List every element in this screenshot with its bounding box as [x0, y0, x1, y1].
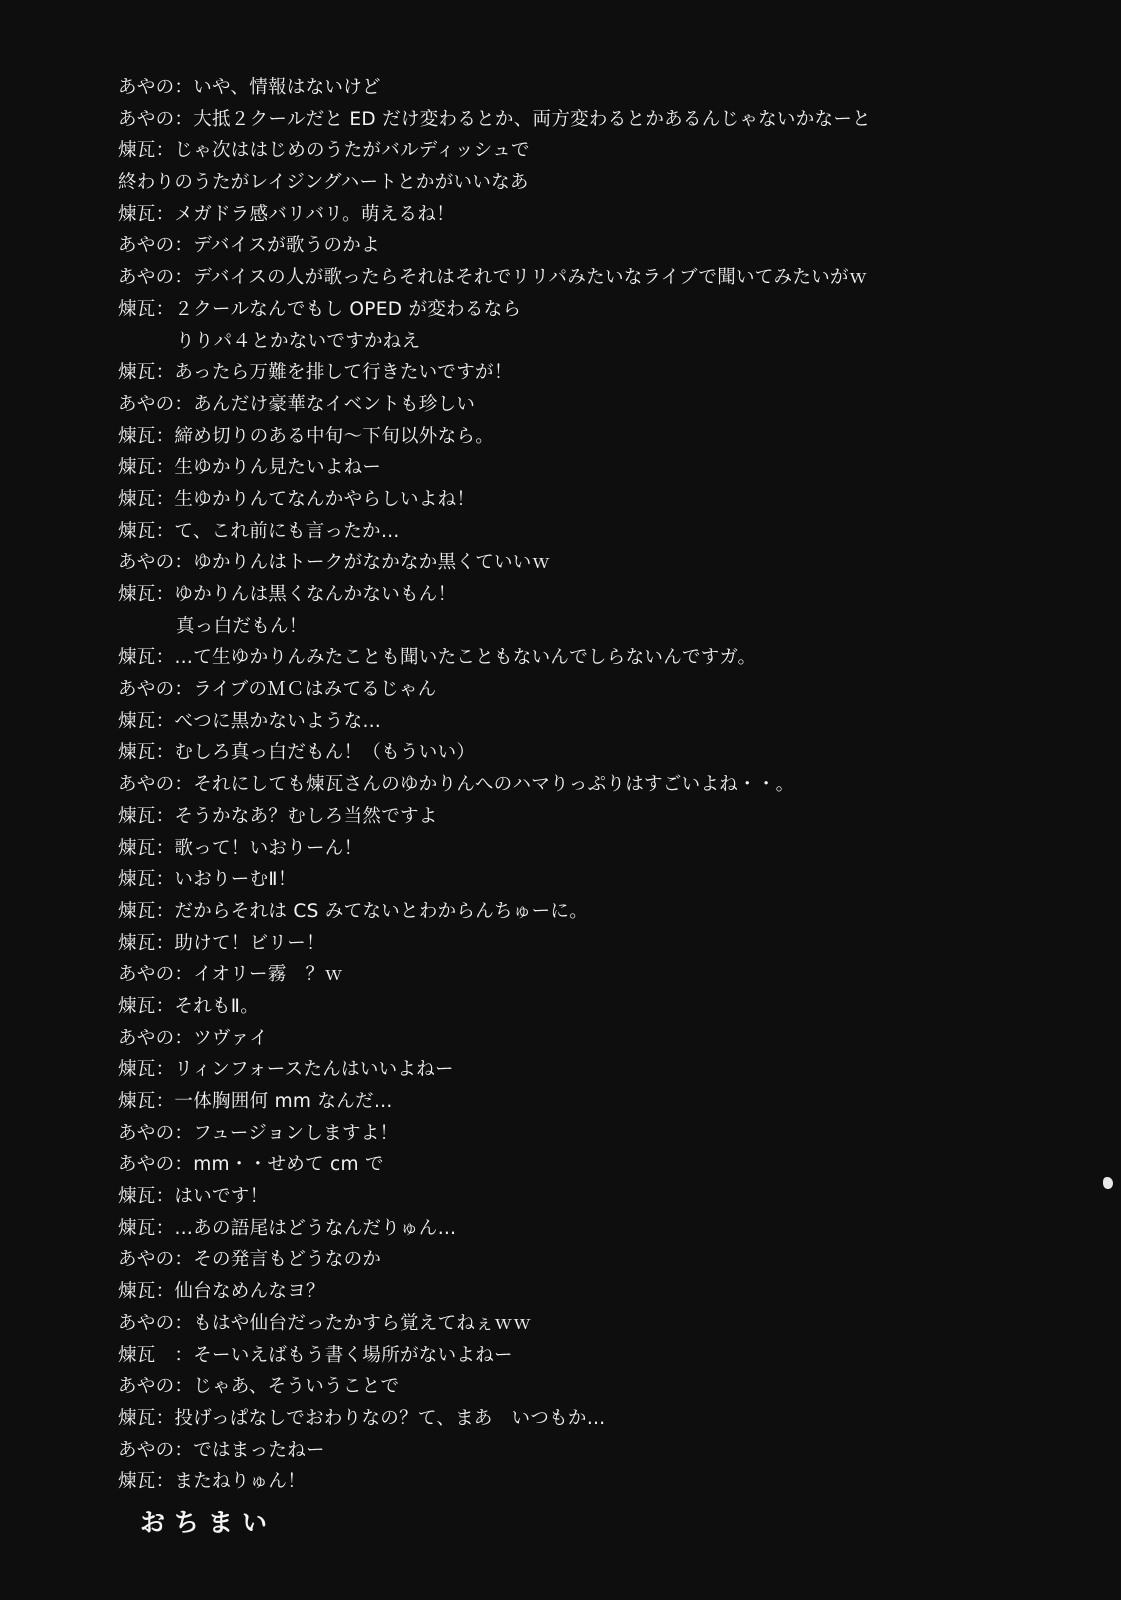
message-text: ：mm・・せめて cm で	[174, 1154, 384, 1176]
chat-line	[118, 230, 1078, 262]
message-text: ：一体胸囲何 mm なんだ…	[155, 1091, 393, 1112]
speaker-name: 煉瓦	[118, 647, 156, 669]
message-text: ：じゃあ、そういうことで	[174, 1376, 400, 1398]
chat-line	[118, 1054, 1078, 1086]
chat-line	[118, 452, 1078, 484]
message-text: ：歌って！いおりーん！	[155, 837, 363, 859]
message-text: ：いや、情報はないけど	[174, 77, 381, 98]
speaker-name: あやの	[118, 964, 175, 986]
chat-line	[118, 896, 1078, 928]
speaker-name: あやの	[118, 77, 175, 98]
message-text: ：ツヴァイ	[174, 1027, 269, 1049]
message-text: ：デバイスが歌うのかよ	[174, 235, 380, 257]
chat-line	[118, 516, 1078, 548]
speaker-name: 煉瓦	[118, 520, 156, 542]
chat-line	[118, 389, 1078, 421]
speaker-name: 煉瓦	[118, 995, 156, 1017]
speaker-name: 煉瓦	[118, 457, 156, 479]
chat-line	[118, 1276, 1078, 1308]
speaker-name: 煉瓦	[118, 203, 156, 225]
speaker-name: 煉瓦	[118, 869, 156, 891]
message-text: 真っ白だもん！	[176, 615, 308, 637]
message-text: ：それにしても煉瓦さんのゆかりんへのハマりっぷりはすごいよね・・。	[174, 774, 795, 796]
chat-line	[118, 1213, 1078, 1245]
speaker-name: 煉瓦	[118, 488, 156, 510]
message-text: ：…あの語尾はどうなんだりゅん…	[155, 1217, 457, 1239]
message-text: ：フュージョンしますよ！	[174, 1122, 399, 1144]
chat-line	[118, 72, 1078, 104]
chat-line	[118, 579, 1078, 611]
message-text: ：…て生ゆかりんみたことも聞いたこともないんでしらないんですガ。	[155, 647, 757, 669]
chat-line	[118, 421, 1078, 453]
chat-line	[118, 547, 1078, 579]
chat-line	[118, 706, 1078, 738]
message-text: ：それもⅡ。	[155, 995, 260, 1017]
message-text: ：その発言もどうなのか	[174, 1249, 382, 1271]
speaker-name: あやの	[118, 774, 175, 796]
chat-line	[118, 1435, 1078, 1467]
chat-line	[118, 294, 1078, 326]
message-text: ：仙台なめんなヨ？	[155, 1281, 325, 1303]
speaker-name: あやの	[118, 679, 175, 701]
chat-line	[118, 357, 1078, 389]
chat-line	[118, 864, 1078, 896]
speaker-name: あやの	[118, 393, 175, 415]
message-text: りりパ４とかないですかねえ	[176, 330, 421, 352]
speaker-name: あやの	[118, 108, 175, 130]
message-text: ：ではまったねー	[174, 1439, 325, 1461]
message-text: ：て、これ前にも言ったか…	[155, 520, 400, 542]
message-text: ：またねりゅん！	[155, 1471, 307, 1493]
chat-line	[118, 1340, 1078, 1372]
speaker-name: 煉瓦	[118, 742, 156, 764]
message-text: ：ライブのＭＣはみてるじゃん	[174, 679, 437, 701]
chat-line	[118, 1023, 1078, 1055]
chat-line	[118, 326, 1078, 358]
chat-line	[118, 737, 1078, 769]
paper-speck	[1103, 1177, 1113, 1189]
message-text: ：リィンフォースたんはいいよねー	[155, 1059, 454, 1081]
message-text: ：メガドラ感バリバリ。萌えるね！	[155, 203, 455, 225]
chat-line	[118, 833, 1078, 865]
chat-line	[118, 167, 1078, 199]
message-text: ：だからそれは CS みてないとわからんちゅーに。	[155, 900, 589, 922]
speaker-name: 煉瓦	[118, 425, 156, 447]
speaker-name: あやの	[118, 1376, 175, 1398]
message-text: ：大抵２クールだと ED だけ変わるとか、両方変わるとかあるんじゃないかなーと	[174, 108, 871, 130]
message-text: ：デバイスの人が歌ったらそれはそれでリリパみたいなライブで聞いてみたいがｗ	[174, 267, 868, 289]
chat-line	[118, 1403, 1078, 1435]
chat-line	[118, 1118, 1078, 1150]
chat-line	[118, 959, 1078, 991]
speaker-name: 煉瓦	[118, 1471, 156, 1493]
speaker-name: あやの	[118, 267, 175, 289]
chat-line	[118, 1308, 1078, 1340]
chat-line	[118, 199, 1078, 231]
message-text: ：生ゆかりんてなんかやらしいよね！	[155, 488, 476, 510]
speaker-name: 煉瓦	[118, 1186, 156, 1208]
speaker-name: 煉瓦	[118, 1344, 156, 1366]
speaker-name: 煉瓦	[118, 1059, 156, 1081]
message-text: ：イオリー霧 ？ｗ	[174, 964, 344, 986]
speaker-name: あやの	[118, 1027, 175, 1049]
speaker-name: 煉瓦	[118, 900, 156, 922]
chat-line	[118, 1244, 1078, 1276]
message-text: ：いおりーむⅡ！	[155, 869, 297, 891]
message-text: ：ゆかりんは黒くなんかないもん！	[155, 584, 457, 605]
speaker-name: あやの	[118, 1154, 175, 1176]
chat-line	[118, 642, 1078, 674]
chat-line	[118, 991, 1078, 1023]
ending-text: おちまい	[140, 1508, 277, 1537]
chat-line	[118, 769, 1078, 801]
message-text: ：べつに黒かないような…	[155, 710, 382, 732]
speaker-name: 煉瓦	[118, 710, 156, 732]
chat-line	[118, 1181, 1078, 1213]
chat-line	[118, 135, 1078, 167]
chat-transcript	[118, 72, 1078, 1498]
message-text: ：２クールなんでもし OPED が変わるなら	[155, 298, 522, 320]
message-text: ：はいです！	[155, 1186, 269, 1208]
speaker-name: 煉瓦	[118, 1091, 156, 1112]
chat-line	[118, 104, 1078, 136]
speaker-name: 煉瓦	[118, 837, 156, 859]
message-text: ：あったら万難を排して行きたいですが！	[155, 362, 513, 384]
message-text: ：生ゆかりん見たいよねー	[155, 457, 382, 479]
speaker-name: あやの	[118, 235, 175, 257]
speaker-name: 煉瓦	[118, 1407, 156, 1429]
speaker-name: あやの	[118, 1312, 175, 1334]
message-text: ：じゃ次ははじめのうたがバルディッシュで	[155, 140, 530, 162]
speaker-name: あやの	[118, 1122, 175, 1144]
chat-line	[118, 1086, 1078, 1118]
message-text: ：あんだけ豪華なイベントも珍しい	[174, 393, 476, 415]
speaker-name: 煉瓦	[118, 1217, 156, 1239]
message-text: ：もはや仙台だったかすら覚えてねぇｗｗ	[174, 1312, 532, 1334]
speaker-name: 煉瓦	[118, 140, 156, 162]
speaker-name: あやの	[118, 552, 175, 574]
chat-line	[118, 1371, 1078, 1403]
speaker-name: 煉瓦	[118, 362, 156, 384]
speaker-name: 煉瓦	[118, 805, 156, 827]
message-text: ：投げっぱなしでおわりなの？て、まあ いつもか…	[155, 1407, 606, 1429]
chat-line	[118, 262, 1078, 294]
message-text: ：そうかなあ？むしろ当然ですよ	[155, 805, 438, 827]
speaker-name: 煉瓦	[118, 1281, 156, 1303]
chat-line	[118, 1466, 1078, 1498]
chat-line	[118, 928, 1078, 960]
chat-line	[118, 1149, 1078, 1181]
message-text: ：むしろ真っ白だもん！（もういい）	[155, 742, 476, 764]
chat-line	[118, 674, 1078, 706]
message-text: 終わりのうたがレイジングハートとかがいいなあ	[118, 172, 529, 194]
speaker-name: 煉瓦	[118, 932, 156, 954]
speaker-name: 煉瓦	[118, 298, 156, 320]
message-text: ：締め切りのある中旬〜下旬以外なら。	[155, 425, 495, 447]
speaker-name: あやの	[118, 1439, 175, 1461]
chat-line	[118, 801, 1078, 833]
message-text: ：ゆかりんはトークがなかなか黒くていいｗ	[174, 552, 551, 574]
chat-line	[118, 484, 1078, 516]
chat-line	[118, 611, 1078, 643]
message-text: ：そーいえばもう書く場所がないよねー	[155, 1344, 513, 1366]
speaker-name: 煉瓦	[118, 584, 156, 605]
speaker-name: あやの	[118, 1249, 175, 1271]
message-text: ：助けて！ビリー！	[155, 932, 325, 954]
